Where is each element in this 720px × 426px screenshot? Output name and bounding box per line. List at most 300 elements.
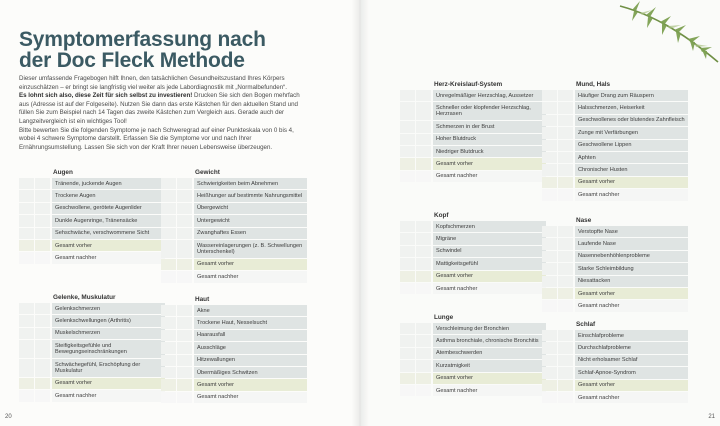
score-box-current[interactable] (542, 127, 557, 138)
score-box-comparison[interactable] (416, 348, 431, 359)
score-box-comparison[interactable] (35, 240, 50, 251)
symptom-row (400, 146, 546, 157)
score-box-current[interactable] (542, 288, 557, 299)
symptom-row (161, 190, 307, 201)
symptom-label: Gesamt vorher (433, 373, 546, 384)
symptom-row (19, 190, 165, 201)
symptom-label: Gesamt nachher (575, 392, 688, 403)
symptom-row (400, 360, 546, 371)
symptom-label: Gesamt nachher (52, 390, 165, 401)
score-box-current[interactable] (400, 385, 415, 396)
score-box-current[interactable] (542, 177, 557, 188)
score-box-comparison[interactable] (416, 121, 431, 132)
score-box-current[interactable] (161, 240, 176, 258)
score-box-comparison[interactable] (558, 392, 573, 403)
score-box-current[interactable] (400, 90, 415, 101)
symptom-row (542, 152, 688, 163)
score-box-current[interactable] (542, 355, 557, 366)
score-box-current[interactable] (542, 189, 557, 200)
score-box-comparison[interactable] (416, 246, 431, 257)
score-box-current[interactable] (400, 323, 415, 334)
symptom-label: Gesamt vorher (52, 240, 165, 251)
score-box-current[interactable] (161, 330, 176, 341)
symptom-label: Kurzatmigkeit (433, 360, 546, 371)
symptom-label: Haarausfall (194, 330, 307, 341)
total-after-row (542, 189, 688, 200)
score-box-current[interactable] (542, 164, 557, 175)
symptom-row (19, 215, 165, 226)
score-box-current[interactable] (400, 258, 415, 269)
section-mund-hals (542, 80, 688, 202)
symptom-row (542, 251, 688, 262)
score-box-comparison[interactable] (35, 228, 50, 239)
intro-part-1: Dieser umfassende Fragebogen hilft Ihnen, den tatsächlichen Gesundheitszustand Ihres Körpers einzuschätzen – er bringt sie langfristig viel weiter als jede Labordiagnostik mit „Normalbefunden“. (19, 75, 287, 91)
score-box-current[interactable] (19, 178, 34, 189)
score-box-comparison[interactable] (416, 171, 431, 182)
symptom-label: Schwierigkeiten beim Abnehmen (194, 178, 307, 189)
score-box-comparison[interactable] (416, 146, 431, 157)
symptom-label: Schwindel (433, 246, 546, 257)
total-before-row (161, 379, 307, 390)
symptom-row (542, 164, 688, 175)
score-box-comparison[interactable] (416, 158, 431, 169)
section-title: Augen (53, 169, 73, 176)
score-box-comparison[interactable] (35, 378, 50, 389)
symptom-row (400, 323, 546, 334)
score-box-comparison[interactable] (35, 303, 50, 314)
symptom-row (161, 355, 307, 366)
score-box-comparison[interactable] (177, 317, 192, 328)
symptom-label: Gelenkschmerzen (52, 303, 165, 314)
total-before-row (161, 259, 307, 270)
section-title: Kopf (434, 212, 449, 219)
symptom-label: Gesamt nachher (52, 252, 165, 263)
score-box-current[interactable] (400, 158, 415, 169)
score-box-comparison[interactable] (35, 252, 50, 263)
score-box-comparison[interactable] (177, 342, 192, 353)
score-box-comparison[interactable] (558, 288, 573, 299)
symptom-label: Halsschmerzen, Heiserkeit (575, 102, 688, 113)
symptom-label: Asthma bronchiale, chronische Bronchitis (433, 335, 546, 346)
symptom-row (542, 355, 688, 366)
score-box-comparison[interactable] (35, 359, 50, 377)
symptom-label: Migräne (433, 233, 546, 244)
intro-emphasis: Es lohnt sich also, diese Zeit für sich selbst zu investieren! (19, 92, 193, 100)
score-box-current[interactable] (161, 178, 176, 189)
score-box-current[interactable] (400, 271, 415, 282)
section-title: Herz-Kreislauf-System (434, 81, 503, 88)
score-box-current[interactable] (400, 221, 415, 232)
score-box-comparison[interactable] (177, 355, 192, 366)
score-box-comparison[interactable] (558, 380, 573, 391)
symptom-label: Heißhunger auf bestimmte Nahrungsmittel (194, 190, 307, 201)
score-box-comparison[interactable] (177, 271, 192, 282)
symptom-row (542, 127, 688, 138)
symptom-label: Chronischer Husten (575, 164, 688, 175)
score-box-comparison[interactable] (416, 335, 431, 346)
symptom-label: Übermäßiges Schwitzen (194, 367, 307, 378)
symptom-row (542, 90, 688, 101)
section-gewicht (161, 168, 307, 284)
score-box-current[interactable] (400, 146, 415, 157)
symptom-row (161, 342, 307, 353)
score-box-comparison[interactable] (558, 367, 573, 378)
score-box-comparison[interactable] (558, 355, 573, 366)
score-box-comparison[interactable] (35, 340, 50, 358)
section-title: Nase (576, 217, 592, 224)
score-box-current[interactable] (400, 233, 415, 244)
score-box-current[interactable] (542, 263, 557, 274)
symptom-row (19, 228, 165, 239)
score-box-comparison[interactable] (177, 392, 192, 403)
score-box-current[interactable] (161, 317, 176, 328)
score-box-current[interactable] (19, 303, 34, 314)
score-box-comparison[interactable] (416, 134, 431, 145)
score-box-current[interactable] (161, 305, 176, 316)
symptom-label: Gesamt vorher (194, 259, 307, 270)
symptom-label: Gesamt nachher (575, 189, 688, 200)
total-after-row (542, 392, 688, 403)
score-box-current[interactable] (542, 392, 557, 403)
score-box-current[interactable] (542, 115, 557, 126)
symptom-row (542, 140, 688, 151)
score-box-comparison[interactable] (558, 115, 573, 126)
title-line-2: der Doc Fleck Methode (19, 49, 245, 72)
total-before-row (542, 380, 688, 391)
symptom-label: Mattigkeitsgefühl (433, 258, 546, 269)
symptom-row (400, 102, 546, 120)
section-title: Gelenke, Muskulatur (53, 294, 116, 301)
score-box-current[interactable] (400, 360, 415, 371)
symptom-row (400, 258, 546, 269)
score-box-current[interactable] (19, 203, 34, 214)
score-box-comparison[interactable] (35, 178, 50, 189)
score-box-current[interactable] (161, 367, 176, 378)
symptom-label: Zwanghaftes Essen (194, 228, 307, 239)
score-box-comparison[interactable] (416, 373, 431, 384)
score-box-current[interactable] (161, 259, 176, 270)
score-box-comparison[interactable] (177, 240, 192, 258)
score-box-comparison[interactable] (558, 152, 573, 163)
symptom-row (19, 359, 165, 377)
score-box-comparison[interactable] (177, 259, 192, 270)
score-box-current[interactable] (542, 226, 557, 237)
score-box-current[interactable] (542, 367, 557, 378)
symptom-row (400, 335, 546, 346)
score-box-current[interactable] (161, 379, 176, 390)
section-title: Haut (195, 296, 210, 303)
score-box-comparison[interactable] (558, 330, 573, 341)
symptom-label: Atembeschwerden (433, 348, 546, 359)
symptom-label: Schwächegefühl, Erschöpfung der Muskulatur (52, 359, 165, 377)
symptom-row (161, 330, 307, 341)
intro-part-2: Drucken Sie sich den Bogen mehrfach aus (Adresse ist auf der Folgeseite). Nutzen Sie dann das erste Kästchen für den aktuellen Stand und füllen Sie zum Beispiel nach 14 Tagen das zweite Kästchen zum Vergleich aus. Gerade auch der Langzeitvergleich ist ein wichtiges Tool! (19, 92, 300, 125)
symptom-label: Hoher Blutdruck (433, 134, 546, 145)
symptom-row (161, 203, 307, 214)
section-gelenke-muskulatur (19, 293, 165, 403)
section-nase (542, 216, 688, 313)
symptom-row (542, 263, 688, 274)
score-box-comparison[interactable] (416, 221, 431, 232)
rosemary-sprig-image (610, 0, 720, 70)
symptom-label: Ausschläge (194, 342, 307, 353)
score-box-current[interactable] (19, 315, 34, 326)
total-before-row (542, 288, 688, 299)
book-gutter (351, 0, 369, 426)
score-box-current[interactable] (161, 355, 176, 366)
symptom-row (161, 215, 307, 226)
symptom-label: Trockene Haut, Nesselsucht (194, 317, 307, 328)
score-box-current[interactable] (400, 335, 415, 346)
section-lunge (400, 313, 546, 397)
symptom-label: Starke Schleimbildung (575, 263, 688, 274)
symptom-label: Steifigkeitsgefühle und Bewegungseinschränkungen (52, 340, 165, 358)
symptom-row (161, 305, 307, 316)
symptom-row (542, 238, 688, 249)
score-box-comparison[interactable] (177, 190, 192, 201)
total-after-row (400, 171, 546, 182)
score-box-comparison[interactable] (177, 203, 192, 214)
symptom-label: Gesamt vorher (433, 271, 546, 282)
total-after-row (400, 283, 546, 294)
score-box-current[interactable] (542, 380, 557, 391)
total-before-row (400, 158, 546, 169)
symptom-label: Gesamt nachher (433, 171, 546, 182)
score-box-current[interactable] (542, 251, 557, 262)
symptom-label: Laufende Nase (575, 238, 688, 249)
score-box-current[interactable] (161, 342, 176, 353)
score-box-current[interactable] (542, 90, 557, 101)
score-box-comparison[interactable] (177, 330, 192, 341)
score-box-current[interactable] (542, 342, 557, 353)
score-box-comparison[interactable] (177, 228, 192, 239)
symptom-label: Gesamt nachher (433, 283, 546, 294)
score-box-current[interactable] (400, 171, 415, 182)
score-box-current[interactable] (19, 328, 34, 339)
score-box-comparison[interactable] (558, 342, 573, 353)
score-box-current[interactable] (542, 102, 557, 113)
title-line-1: Symptomerfassung nach (19, 28, 266, 51)
score-box-current[interactable] (400, 373, 415, 384)
score-box-comparison[interactable] (177, 215, 192, 226)
symptom-label: Nicht erholsamer Schlaf (575, 355, 688, 366)
score-box-current[interactable] (542, 140, 557, 151)
symptom-row (161, 240, 307, 258)
intro-text (19, 75, 311, 152)
symptom-row (542, 115, 688, 126)
score-box-comparison[interactable] (558, 189, 573, 200)
symptom-row (542, 342, 688, 353)
total-before-row (400, 373, 546, 384)
symptom-label: Muskelschmerzen (52, 328, 165, 339)
symptom-label: Gesamt vorher (575, 380, 688, 391)
score-box-comparison[interactable] (35, 315, 50, 326)
section-herz-kreislauf (400, 80, 546, 183)
score-box-comparison[interactable] (35, 190, 50, 201)
symptom-label: Schneller oder klopfender Herzschlag, Herzrasen (433, 102, 546, 120)
score-box-comparison[interactable] (35, 215, 50, 226)
score-box-comparison[interactable] (558, 276, 573, 287)
score-box-current[interactable] (161, 392, 176, 403)
section-haut (161, 295, 307, 404)
symptom-row (400, 121, 546, 132)
symptom-label: Gesamt vorher (575, 177, 688, 188)
symptom-label: Gesamt vorher (194, 379, 307, 390)
score-box-current[interactable] (19, 215, 34, 226)
score-box-comparison[interactable] (558, 226, 573, 237)
section-title: Schlaf (576, 321, 596, 328)
symptom-label: Gelenkschwellungen (Arthritis) (52, 315, 165, 326)
section-title: Lunge (434, 314, 454, 321)
section-augen (19, 168, 165, 265)
score-box-comparison[interactable] (416, 233, 431, 244)
score-box-comparison[interactable] (558, 238, 573, 249)
symptom-label: Schmerzen in der Brust (433, 121, 546, 132)
symptom-row (400, 246, 546, 257)
score-box-current[interactable] (542, 276, 557, 287)
score-box-current[interactable] (161, 190, 176, 201)
score-box-comparison[interactable] (177, 367, 192, 378)
score-box-comparison[interactable] (416, 360, 431, 371)
symptom-label: Gesamt nachher (194, 392, 307, 403)
score-box-comparison[interactable] (416, 258, 431, 269)
symptom-label: Unregelmäßiger Herzschlag, Aussetzer (433, 90, 546, 101)
score-box-comparison[interactable] (558, 164, 573, 175)
score-box-comparison[interactable] (416, 385, 431, 396)
score-box-current[interactable] (400, 134, 415, 145)
score-box-current[interactable] (400, 348, 415, 359)
symptom-row (161, 367, 307, 378)
section-title: Mund, Hals (576, 81, 611, 88)
intro-part-3: Bitte bewerten Sie die folgenden Symptome je nach Schweregrad auf einer Punkteskala von 0 bis 4, wobei 4 schwere Symptome darstellt. Erfassen Sie die Symptome vor und nach Ihrer Ernährungsumstellung. Lassen Sie sich von der Kraft Ihrer neuen Lebensweise überzeugen. (19, 126, 294, 151)
score-box-comparison[interactable] (177, 178, 192, 189)
score-box-comparison[interactable] (177, 379, 192, 390)
symptom-label: Häufiger Drang zum Räuspern (575, 90, 688, 101)
score-box-comparison[interactable] (35, 390, 50, 401)
score-box-current[interactable] (19, 378, 34, 389)
symptom-row (19, 328, 165, 339)
score-box-comparison[interactable] (35, 203, 50, 214)
page-title (19, 29, 319, 71)
symptom-label: Wassereinlagerungen (z. B. Schwellungen Unterschenkel) (194, 240, 307, 258)
symptom-row (19, 203, 165, 214)
score-box-current[interactable] (542, 152, 557, 163)
score-box-current[interactable] (19, 252, 34, 263)
symptom-label: Kopfschmerzen (433, 221, 546, 232)
section-title: Gewicht (195, 169, 220, 176)
total-before-row (542, 177, 688, 188)
score-box-current[interactable] (542, 238, 557, 249)
score-box-comparison[interactable] (177, 305, 192, 316)
total-after-row (19, 252, 165, 263)
symptom-label: Zunge mit Verfärbungen (575, 127, 688, 138)
symptom-label: Durchschlafprobleme (575, 342, 688, 353)
score-box-current[interactable] (542, 300, 557, 311)
score-box-comparison[interactable] (558, 300, 573, 311)
total-after-row (400, 385, 546, 396)
symptom-row (19, 178, 165, 189)
score-box-current[interactable] (400, 102, 415, 120)
symptom-label: Akne (194, 305, 307, 316)
symptom-row (19, 340, 165, 358)
symptom-row (400, 348, 546, 359)
score-box-current[interactable] (19, 190, 34, 201)
symptom-label: Gesamt nachher (433, 385, 546, 396)
symptom-row (542, 276, 688, 287)
score-box-current[interactable] (161, 203, 176, 214)
symptom-label: Gesamt vorher (575, 288, 688, 299)
score-box-comparison[interactable] (558, 127, 573, 138)
symptom-label: Geschwollene, gerötete Augenlider (52, 203, 165, 214)
symptom-row (542, 102, 688, 113)
score-box-current[interactable] (19, 240, 34, 251)
score-box-current[interactable] (19, 340, 34, 358)
score-box-current[interactable] (161, 228, 176, 239)
symptom-label: Geschwollene Lippen (575, 140, 688, 151)
symptom-row (161, 178, 307, 189)
score-box-comparison[interactable] (558, 90, 573, 101)
total-after-row (161, 392, 307, 403)
score-box-comparison[interactable] (416, 271, 431, 282)
symptom-label: Nasennebenhöhlenprobleme (575, 251, 688, 262)
page-number-right: 21 (708, 414, 715, 420)
score-box-current[interactable] (400, 121, 415, 132)
total-after-row (542, 300, 688, 311)
score-box-comparison[interactable] (558, 177, 573, 188)
symptom-row (542, 367, 688, 378)
score-box-current[interactable] (19, 390, 34, 401)
total-before-row (400, 271, 546, 282)
symptom-label: Niesattacken (575, 276, 688, 287)
score-box-comparison[interactable] (416, 283, 431, 294)
symptom-label: Verstopfte Nase (575, 226, 688, 237)
symptom-row (400, 90, 546, 101)
score-box-current[interactable] (161, 271, 176, 282)
symptom-label: Hitzewallungen (194, 355, 307, 366)
symptom-row (19, 315, 165, 326)
score-box-current[interactable] (19, 359, 34, 377)
symptom-row (400, 221, 546, 232)
total-before-row (19, 240, 165, 251)
symptom-label: Übergewicht (194, 203, 307, 214)
symptom-row (542, 330, 688, 341)
score-box-current[interactable] (19, 228, 34, 239)
score-box-current[interactable] (400, 283, 415, 294)
symptom-row (400, 233, 546, 244)
symptom-label: Sehschwäche, verschwommene Sicht (52, 228, 165, 239)
score-box-current[interactable] (161, 215, 176, 226)
score-box-comparison[interactable] (558, 140, 573, 151)
score-box-current[interactable] (542, 330, 557, 341)
score-box-comparison[interactable] (416, 323, 431, 334)
score-box-comparison[interactable] (35, 328, 50, 339)
symptom-label: Schlaf-Apnoe-Syndrom (575, 367, 688, 378)
score-box-comparison[interactable] (416, 90, 431, 101)
score-box-current[interactable] (400, 246, 415, 257)
score-box-comparison[interactable] (558, 251, 573, 262)
section-kopf (400, 211, 546, 295)
symptom-label: Gesamt vorher (433, 158, 546, 169)
symptom-label: Trockene Augen (52, 190, 165, 201)
symptom-label: Einschlafprobleme (575, 330, 688, 341)
score-box-comparison[interactable] (416, 102, 431, 120)
symptom-label: Niedriger Blutdruck (433, 146, 546, 157)
symptom-label: Aphten (575, 152, 688, 163)
score-box-comparison[interactable] (558, 102, 573, 113)
score-box-comparison[interactable] (558, 263, 573, 274)
symptom-row (161, 317, 307, 328)
symptom-label: Geschwollenes oder blutendes Zahnfleisch (575, 115, 688, 126)
